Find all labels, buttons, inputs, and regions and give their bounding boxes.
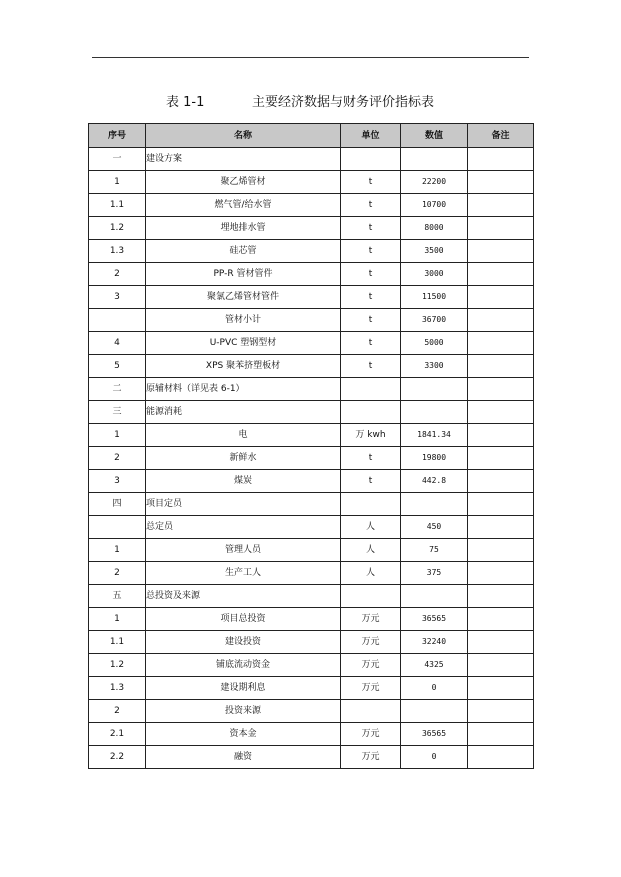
table-row — [89, 608, 534, 631]
cell-value: 75 — [401, 539, 468, 562]
table-row — [89, 746, 534, 769]
cell-name: 新鲜水 — [146, 447, 341, 470]
cell-unit — [341, 700, 401, 723]
cell-name: 建设投资 — [146, 631, 341, 654]
cell-unit: t — [341, 171, 401, 194]
cell-note — [468, 148, 534, 171]
table-row — [89, 171, 534, 194]
cell-seq: 2.2 — [89, 746, 146, 769]
cell-note — [468, 378, 534, 401]
cell-value: 450 — [401, 516, 468, 539]
table-title: 主要经济数据与财务评价指标表 — [252, 95, 435, 110]
cell-note — [468, 424, 534, 447]
table-number: 表 1-1 — [166, 95, 205, 110]
cell-note — [468, 332, 534, 355]
cell-seq: 1.1 — [89, 194, 146, 217]
cell-name: 建设期利息 — [146, 677, 341, 700]
cell-note — [468, 654, 534, 677]
cell-value — [401, 148, 468, 171]
header-seq: 序号 — [89, 124, 146, 148]
cell-unit: t — [341, 470, 401, 493]
cell-name: 煤炭 — [146, 470, 341, 493]
cell-unit: t — [341, 332, 401, 355]
cell-note — [468, 240, 534, 263]
cell-seq: 5 — [89, 355, 146, 378]
cell-seq: 1 — [89, 539, 146, 562]
cell-unit: t — [341, 263, 401, 286]
table-header-row — [89, 124, 534, 148]
cell-seq: 2 — [89, 700, 146, 723]
cell-value — [401, 493, 468, 516]
cell-unit: 万元 — [341, 631, 401, 654]
cell-value: 5000 — [401, 332, 468, 355]
cell-name: 建设方案 — [146, 148, 341, 171]
cell-unit — [341, 585, 401, 608]
cell-name: 项目定员 — [146, 493, 341, 516]
cell-value: 36565 — [401, 723, 468, 746]
cell-seq: 1 — [89, 171, 146, 194]
header-value: 数值 — [401, 124, 468, 148]
cell-unit: 人 — [341, 539, 401, 562]
table-row — [89, 332, 534, 355]
cell-unit: 万元 — [341, 608, 401, 631]
cell-note — [468, 539, 534, 562]
cell-unit — [341, 378, 401, 401]
cell-name: 融资 — [146, 746, 341, 769]
cell-value: 3300 — [401, 355, 468, 378]
cell-seq: 2 — [89, 263, 146, 286]
cell-unit: t — [341, 240, 401, 263]
cell-note — [468, 447, 534, 470]
cell-note — [468, 263, 534, 286]
cell-name: 管理人员 — [146, 539, 341, 562]
table-row — [89, 378, 534, 401]
header-name: 名称 — [146, 124, 341, 148]
cell-seq — [89, 516, 146, 539]
cell-unit — [341, 148, 401, 171]
cell-name: 铺底流动资金 — [146, 654, 341, 677]
table-row — [89, 631, 534, 654]
cell-note — [468, 677, 534, 700]
cell-seq: 二 — [89, 378, 146, 401]
table-row — [89, 286, 534, 309]
cell-note — [468, 355, 534, 378]
cell-seq: 1.2 — [89, 654, 146, 677]
cell-unit: t — [341, 217, 401, 240]
cell-value: 36700 — [401, 309, 468, 332]
cell-name: 聚乙烯管材 — [146, 171, 341, 194]
cell-note — [468, 723, 534, 746]
cell-seq: 四 — [89, 493, 146, 516]
cell-name: 总定员 — [146, 516, 341, 539]
cell-value: 375 — [401, 562, 468, 585]
cell-value — [401, 585, 468, 608]
table-row — [89, 309, 534, 332]
table-row — [89, 194, 534, 217]
cell-value: 22200 — [401, 171, 468, 194]
cell-value: 11500 — [401, 286, 468, 309]
cell-note — [468, 746, 534, 769]
cell-value: 32240 — [401, 631, 468, 654]
cell-name: 总投资及来源 — [146, 585, 341, 608]
cell-value: 10700 — [401, 194, 468, 217]
cell-seq: 2 — [89, 447, 146, 470]
cell-seq: 3 — [89, 286, 146, 309]
cell-name: XPS 聚苯挤塑板材 — [146, 355, 341, 378]
table-row — [89, 585, 534, 608]
table-row — [89, 447, 534, 470]
cell-unit: 人 — [341, 516, 401, 539]
cell-seq: 3 — [89, 470, 146, 493]
table-row — [89, 240, 534, 263]
cell-seq: 1 — [89, 608, 146, 631]
cell-value: 0 — [401, 677, 468, 700]
header-unit: 单位 — [341, 124, 401, 148]
cell-value: 3000 — [401, 263, 468, 286]
table-body — [89, 148, 534, 769]
cell-seq: 一 — [89, 148, 146, 171]
cell-name: 管材小计 — [146, 309, 341, 332]
cell-name: 燃气管/给水管 — [146, 194, 341, 217]
cell-unit — [341, 401, 401, 424]
table-caption — [0, 95, 621, 111]
cell-name: 埋地排水管 — [146, 217, 341, 240]
table-row — [89, 355, 534, 378]
table-row — [89, 516, 534, 539]
table-row — [89, 424, 534, 447]
cell-value: 8000 — [401, 217, 468, 240]
cell-seq: 1.3 — [89, 677, 146, 700]
cell-note — [468, 700, 534, 723]
cell-name: 聚氯乙烯管材管件 — [146, 286, 341, 309]
cell-name: 投资来源 — [146, 700, 341, 723]
cell-name: 能源消耗 — [146, 401, 341, 424]
cell-seq: 2 — [89, 562, 146, 585]
cell-note — [468, 194, 534, 217]
cell-name: 硅芯管 — [146, 240, 341, 263]
cell-unit: 万 kwh — [341, 424, 401, 447]
cell-note — [468, 585, 534, 608]
table-row — [89, 539, 534, 562]
cell-note — [468, 608, 534, 631]
cell-note — [468, 493, 534, 516]
table-row — [89, 217, 534, 240]
cell-name: U-PVC 塑钢型材 — [146, 332, 341, 355]
table-row — [89, 263, 534, 286]
table-row — [89, 148, 534, 171]
cell-name: 资本金 — [146, 723, 341, 746]
cell-seq: 2.1 — [89, 723, 146, 746]
cell-value: 3500 — [401, 240, 468, 263]
cell-value: 0 — [401, 746, 468, 769]
header-rule — [92, 57, 529, 58]
cell-value: 36565 — [401, 608, 468, 631]
cell-unit: t — [341, 309, 401, 332]
cell-name: 原辅材料（详见表 6-1） — [146, 378, 341, 401]
economic-indicators-table — [88, 123, 534, 769]
cell-note — [468, 631, 534, 654]
cell-note — [468, 562, 534, 585]
cell-seq: 1 — [89, 424, 146, 447]
table-row — [89, 654, 534, 677]
cell-unit: t — [341, 355, 401, 378]
cell-note — [468, 401, 534, 424]
cell-seq: 三 — [89, 401, 146, 424]
cell-value: 19800 — [401, 447, 468, 470]
cell-value: 4325 — [401, 654, 468, 677]
cell-value — [401, 700, 468, 723]
table-row — [89, 401, 534, 424]
cell-unit: 万元 — [341, 677, 401, 700]
cell-seq: 4 — [89, 332, 146, 355]
cell-unit: t — [341, 194, 401, 217]
cell-seq: 1.1 — [89, 631, 146, 654]
header-note: 备注 — [468, 124, 534, 148]
cell-unit: 万元 — [341, 654, 401, 677]
cell-seq: 1.2 — [89, 217, 146, 240]
cell-unit: 万元 — [341, 723, 401, 746]
cell-note — [468, 309, 534, 332]
cell-note — [468, 286, 534, 309]
cell-unit — [341, 493, 401, 516]
cell-note — [468, 171, 534, 194]
cell-note — [468, 516, 534, 539]
cell-unit: t — [341, 286, 401, 309]
cell-name: 项目总投资 — [146, 608, 341, 631]
cell-unit: 人 — [341, 562, 401, 585]
cell-unit: 万元 — [341, 746, 401, 769]
cell-seq — [89, 309, 146, 332]
cell-value: 442.8 — [401, 470, 468, 493]
cell-name: 电 — [146, 424, 341, 447]
cell-unit: t — [341, 447, 401, 470]
table-row — [89, 723, 534, 746]
cell-name: 生产工人 — [146, 562, 341, 585]
table-row — [89, 493, 534, 516]
table-row — [89, 677, 534, 700]
cell-value — [401, 378, 468, 401]
cell-value — [401, 401, 468, 424]
table-row — [89, 562, 534, 585]
cell-name: PP-R 管材管件 — [146, 263, 341, 286]
cell-seq: 五 — [89, 585, 146, 608]
cell-note — [468, 470, 534, 493]
table-row — [89, 470, 534, 493]
cell-seq: 1.3 — [89, 240, 146, 263]
cell-note — [468, 217, 534, 240]
table-row — [89, 700, 534, 723]
cell-value: 1841.34 — [401, 424, 468, 447]
